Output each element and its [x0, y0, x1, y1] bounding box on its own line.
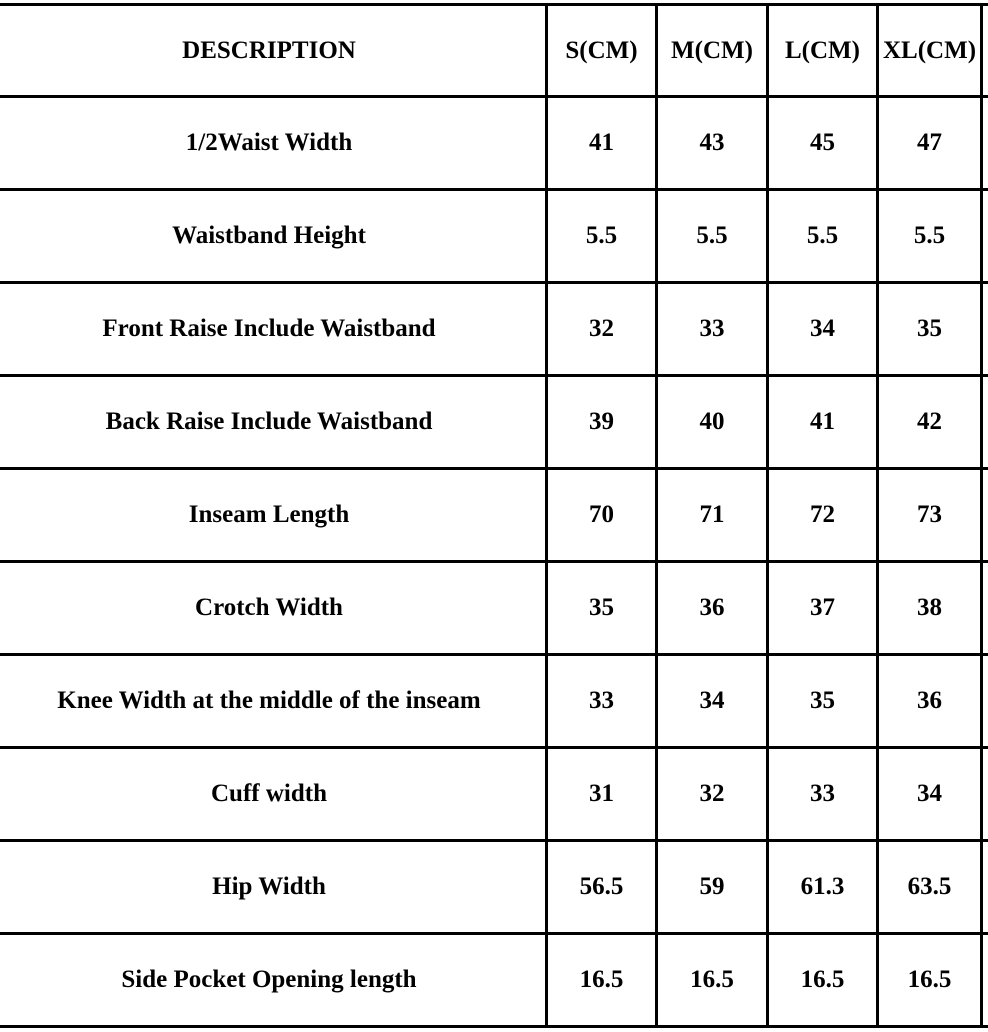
row-label-cell: Back Raise Include Waistband: [0, 376, 547, 469]
row-label-cell: Inseam Length: [0, 469, 547, 562]
row-label-cell: Waistband Height: [0, 190, 547, 283]
value-cell: 35: [878, 283, 982, 376]
size-chart-table: [0, 3, 988, 1028]
header-cell-m: M(CM): [657, 5, 768, 97]
value-cell: 16.5: [657, 934, 768, 1027]
header-cell-l: L(CM): [768, 5, 878, 97]
table-row: [0, 748, 988, 841]
value-cell: 56.5: [547, 841, 657, 934]
value-cell: 31: [547, 748, 657, 841]
table-row: [0, 841, 988, 934]
value-cell: 45: [768, 97, 878, 190]
value-cell: 70: [547, 469, 657, 562]
table-row: [0, 97, 988, 190]
header-cell-xl: XL(CM): [878, 5, 982, 97]
value-cell: 33: [768, 748, 878, 841]
cutoff-cell: [982, 934, 988, 1027]
table-row: [0, 655, 988, 748]
header-cell-description: DESCRIPTION: [0, 5, 547, 97]
row-label-cell: Crotch Width: [0, 562, 547, 655]
value-cell: 36: [657, 562, 768, 655]
cutoff-cell: [982, 97, 988, 190]
value-cell: 71: [657, 469, 768, 562]
value-cell: 72: [768, 469, 878, 562]
row-label-cell: 1/2Waist Width: [0, 97, 547, 190]
table-row: [0, 934, 988, 1027]
header-cell-cutoff: [982, 5, 988, 97]
value-cell: 43: [657, 97, 768, 190]
header-cell-s: S(CM): [547, 5, 657, 97]
cutoff-cell: [982, 655, 988, 748]
value-cell: 36: [878, 655, 982, 748]
value-cell: 42: [878, 376, 982, 469]
value-cell: 32: [657, 748, 768, 841]
value-cell: 5.5: [768, 190, 878, 283]
table-row: [0, 376, 988, 469]
value-cell: 5.5: [878, 190, 982, 283]
value-cell: 63.5: [878, 841, 982, 934]
cutoff-cell: [982, 283, 988, 376]
value-cell: 41: [547, 97, 657, 190]
value-cell: 35: [547, 562, 657, 655]
row-label-cell: Knee Width at the middle of the inseam: [0, 655, 547, 748]
cutoff-cell: [982, 190, 988, 283]
value-cell: 5.5: [547, 190, 657, 283]
value-cell: 39: [547, 376, 657, 469]
cutoff-cell: [982, 376, 988, 469]
cutoff-cell: [982, 748, 988, 841]
value-cell: 47: [878, 97, 982, 190]
value-cell: 73: [878, 469, 982, 562]
value-cell: 40: [657, 376, 768, 469]
table-row: [0, 469, 988, 562]
table-row: [0, 283, 988, 376]
cutoff-cell: [982, 562, 988, 655]
value-cell: 35: [768, 655, 878, 748]
row-label-cell: Side Pocket Opening length: [0, 934, 547, 1027]
value-cell: 59: [657, 841, 768, 934]
value-cell: 16.5: [878, 934, 982, 1027]
value-cell: 38: [878, 562, 982, 655]
row-label-cell: Hip Width: [0, 841, 547, 934]
value-cell: 16.5: [547, 934, 657, 1027]
table-row: [0, 562, 988, 655]
value-cell: 33: [547, 655, 657, 748]
value-cell: 41: [768, 376, 878, 469]
row-label-cell: Cuff width: [0, 748, 547, 841]
value-cell: 33: [657, 283, 768, 376]
value-cell: 34: [878, 748, 982, 841]
value-cell: 37: [768, 562, 878, 655]
value-cell: 34: [768, 283, 878, 376]
cutoff-cell: [982, 841, 988, 934]
value-cell: 34: [657, 655, 768, 748]
value-cell: 16.5: [768, 934, 878, 1027]
row-label-cell: Front Raise Include Waistband: [0, 283, 547, 376]
value-cell: 5.5: [657, 190, 768, 283]
cutoff-cell: [982, 469, 988, 562]
value-cell: 61.3: [768, 841, 878, 934]
header-row: [0, 5, 988, 97]
table-row: [0, 190, 988, 283]
value-cell: 32: [547, 283, 657, 376]
